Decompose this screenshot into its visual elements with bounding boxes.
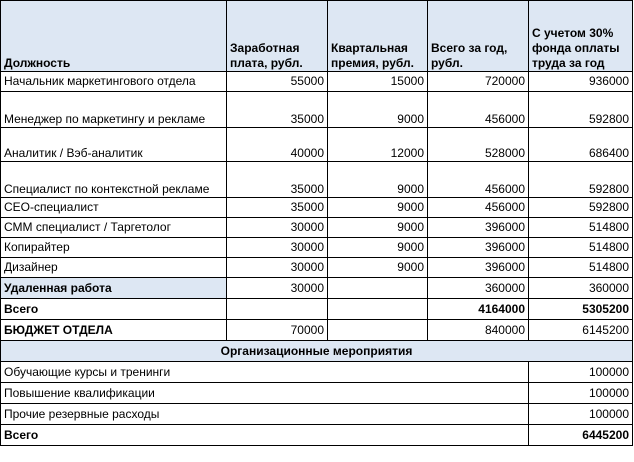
- row-year: 396000: [428, 238, 529, 258]
- org-item-name: Повышение квалификации: [1, 383, 529, 404]
- row-name: Менеджер по маркетингу и рекламе: [1, 92, 227, 128]
- row-bonus: 9000: [328, 92, 428, 128]
- remote-work-fund: 360000: [529, 278, 633, 299]
- row-bonus: 15000: [328, 72, 428, 92]
- table-row: [1, 198, 633, 218]
- table-row: [1, 218, 633, 238]
- row-fund: 686400: [529, 128, 633, 162]
- row-salary: 35000: [227, 162, 328, 198]
- total-fund: 5305200: [529, 299, 633, 320]
- header-salary: Заработная плата, рубл.: [227, 1, 328, 72]
- row-year: 396000: [428, 218, 529, 238]
- table-row: [1, 162, 633, 198]
- row-salary: 30000: [227, 238, 328, 258]
- row-bonus: 9000: [328, 218, 428, 238]
- table-row: [1, 238, 633, 258]
- row-salary: 35000: [227, 198, 328, 218]
- section-header-row: [1, 341, 633, 362]
- row-fund: 592800: [529, 198, 633, 218]
- row-fund: 514800: [529, 218, 633, 238]
- org-item-row: [1, 404, 633, 425]
- row-bonus: 9000: [328, 258, 428, 278]
- section-title: Организационные мероприятия: [1, 341, 633, 362]
- row-salary: 30000: [227, 218, 328, 238]
- header-bonus: Квартальная премия, рубл.: [328, 1, 428, 72]
- remote-work-bonus-empty: [328, 278, 428, 299]
- row-salary: 40000: [227, 128, 328, 162]
- org-item-value: 100000: [529, 362, 633, 383]
- header-with-fund: С учетом 30% фонда оплаты труда за год: [529, 1, 633, 72]
- row-bonus: 9000: [328, 198, 428, 218]
- row-name: СЕО-специалист: [1, 198, 227, 218]
- grand-total-row: [1, 425, 633, 446]
- row-name: СММ специалист / Таргетолог: [1, 218, 227, 238]
- total-label: Всего: [1, 299, 227, 320]
- row-year: 396000: [428, 258, 529, 278]
- row-fund: 514800: [529, 258, 633, 278]
- row-year: 456000: [428, 162, 529, 198]
- header-row: [1, 1, 633, 72]
- budget-fund: 6145200: [529, 320, 633, 341]
- grand-total-label: Всего: [1, 425, 529, 446]
- header-position: Должность: [1, 1, 227, 72]
- row-year: 456000: [428, 92, 529, 128]
- org-item-value: 100000: [529, 404, 633, 425]
- org-item-name: Прочие резервные расходы: [1, 404, 529, 425]
- row-fund: 592800: [529, 92, 633, 128]
- remote-work-row: [1, 278, 633, 299]
- total-row: [1, 299, 633, 320]
- total-bonus-empty: [328, 299, 428, 320]
- budget-year: 840000: [428, 320, 529, 341]
- row-name: Начальник маркетингового отдела: [1, 72, 227, 92]
- grand-total-value: 6445200: [529, 425, 633, 446]
- row-year: 528000: [428, 128, 529, 162]
- table-row: [1, 92, 633, 128]
- row-name: Дизайнер: [1, 258, 227, 278]
- row-name: Специалист по контекстной рекламе: [1, 162, 227, 198]
- org-item-name: Обучающие курсы и тренинги: [1, 362, 529, 383]
- row-fund: 592800: [529, 162, 633, 198]
- row-salary: 30000: [227, 258, 328, 278]
- remote-work-label: Удаленная работа: [1, 278, 227, 299]
- budget-label: БЮДЖЕТ ОТДЕЛА: [1, 320, 227, 341]
- row-year: 720000: [428, 72, 529, 92]
- total-year: 4164000: [428, 299, 529, 320]
- table-row: [1, 72, 633, 92]
- budget-salary: 70000: [227, 320, 328, 341]
- row-salary: 35000: [227, 92, 328, 128]
- budget-row: [1, 320, 633, 341]
- header-year-total: Всего за год, рубл.: [428, 1, 529, 72]
- row-year: 456000: [428, 198, 529, 218]
- table-row: [1, 258, 633, 278]
- row-name: Копирайтер: [1, 238, 227, 258]
- org-item-value: 100000: [529, 383, 633, 404]
- row-bonus: 9000: [328, 162, 428, 198]
- row-name: Аналитик / Вэб-аналитик: [1, 128, 227, 162]
- remote-work-salary: 30000: [227, 278, 328, 299]
- row-salary: 55000: [227, 72, 328, 92]
- row-fund: 514800: [529, 238, 633, 258]
- row-fund: 936000: [529, 72, 633, 92]
- budget-bonus-empty: [328, 320, 428, 341]
- table-row: [1, 128, 633, 162]
- row-bonus: 12000: [328, 128, 428, 162]
- org-item-row: [1, 362, 633, 383]
- row-bonus: 9000: [328, 238, 428, 258]
- remote-work-year: 360000: [428, 278, 529, 299]
- org-item-row: [1, 383, 633, 404]
- total-salary-empty: [227, 299, 328, 320]
